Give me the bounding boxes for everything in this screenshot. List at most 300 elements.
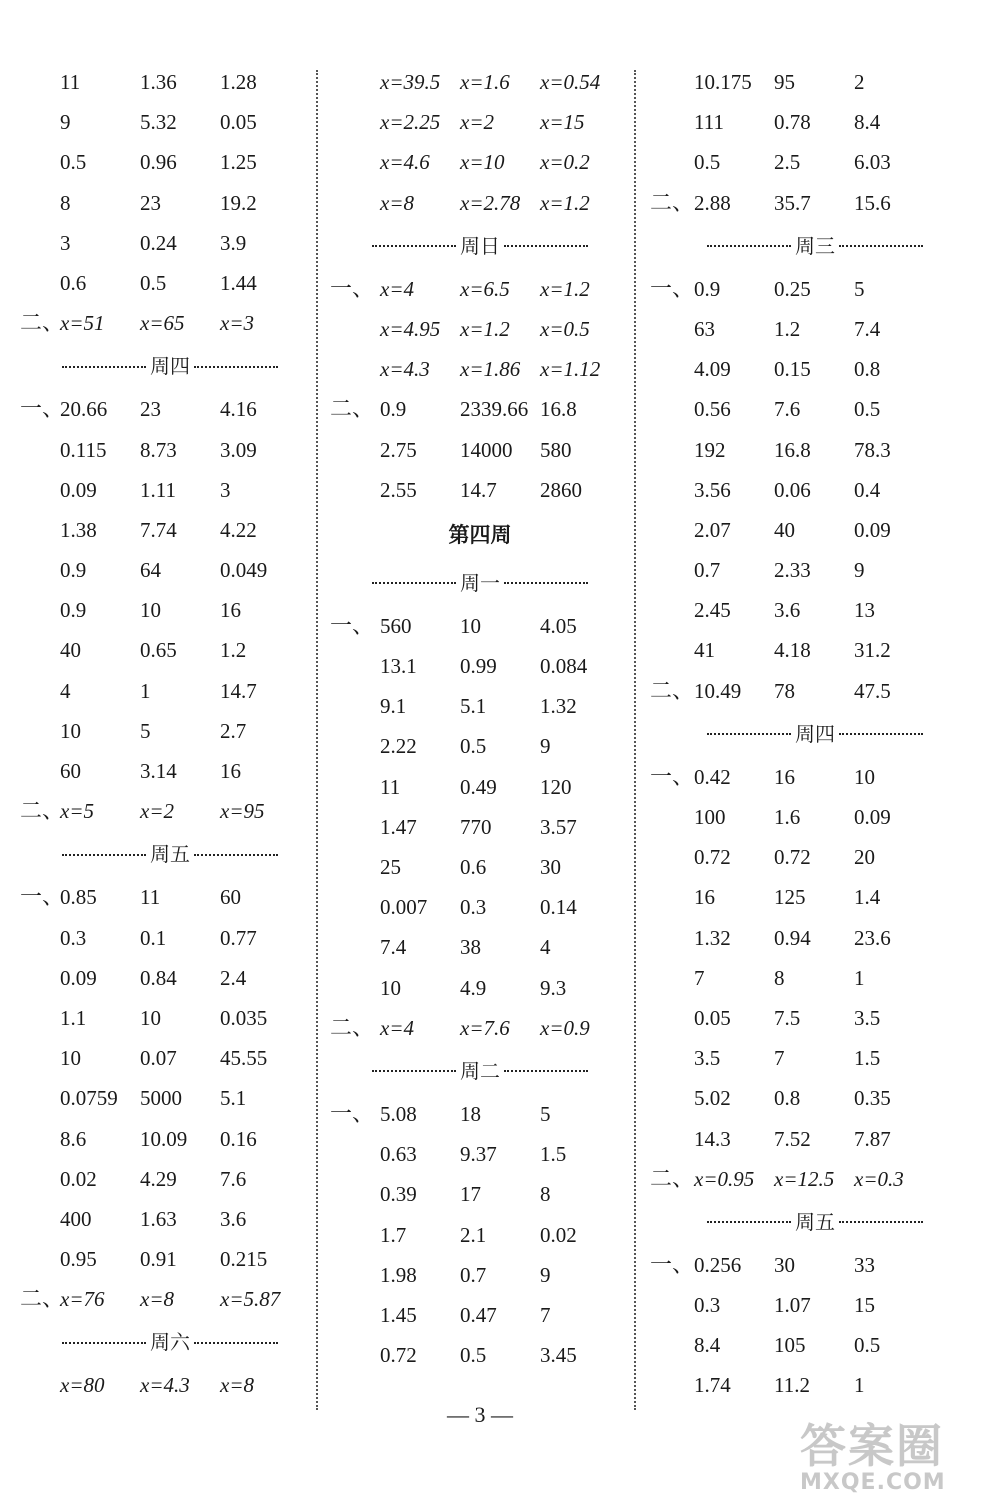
- answer-value: 30: [774, 1252, 795, 1277]
- answer-value: x=65: [140, 311, 185, 336]
- section-marker: 二、: [650, 1165, 695, 1191]
- answer-value: 63: [694, 316, 715, 341]
- answer-value: 9: [60, 110, 71, 135]
- answer-value: 8.73: [140, 437, 177, 462]
- answer-value: x=8: [380, 190, 414, 215]
- answer-value: 0.215: [220, 1247, 268, 1272]
- answer-value: 4.16: [220, 397, 257, 422]
- answer-value: x=2.78: [460, 190, 521, 215]
- answer-value: 770: [460, 814, 492, 839]
- day-heading: [20, 831, 320, 877]
- answer-row: [20, 62, 320, 102]
- answer-value: 7: [774, 1046, 785, 1071]
- answer-row: [330, 1174, 630, 1214]
- answer-value: 8: [540, 1182, 551, 1207]
- answer-value: x=5.87: [220, 1287, 281, 1312]
- answer-value: 0.02: [60, 1166, 97, 1191]
- answer-value: 1: [140, 678, 151, 703]
- dotted-leader: [62, 854, 146, 856]
- answer-value: 7.4: [854, 316, 881, 341]
- answer-value: 5.08: [380, 1101, 417, 1126]
- answer-value: 8: [60, 190, 71, 215]
- answer-value: 3.09: [220, 437, 257, 462]
- answer-value: 1.32: [694, 925, 731, 950]
- answer-value: 7.87: [854, 1126, 891, 1151]
- answer-row: [650, 62, 980, 102]
- answer-value: 1.2: [774, 316, 801, 341]
- section-marker: 二、: [330, 396, 375, 422]
- answer-value: x=2.25: [380, 110, 441, 135]
- answer-value: 95: [774, 70, 795, 94]
- answer-row: [20, 711, 320, 751]
- answer-value: x=0.95: [694, 1166, 755, 1191]
- answer-value: 0.5: [854, 1333, 881, 1358]
- answer-value: 120: [540, 774, 572, 799]
- day-heading-text: 周五: [795, 1209, 835, 1234]
- answer-value: x=10: [460, 150, 505, 175]
- answer-row: [650, 142, 980, 182]
- answer-value: 7.52: [774, 1126, 811, 1151]
- answer-value: 0.05: [694, 1005, 731, 1030]
- answer-row: [20, 918, 320, 958]
- answer-row: [330, 927, 630, 967]
- answer-value: 10.49: [694, 678, 742, 703]
- answer-row: [330, 102, 630, 142]
- watermark-text: 答案圈: [800, 1419, 944, 1473]
- answer-value: 3: [60, 230, 71, 255]
- answer-value: x=1.6: [460, 70, 510, 94]
- answer-value: 0.5: [60, 150, 87, 175]
- answer-value: 111: [694, 110, 724, 135]
- answer-row: [330, 430, 630, 470]
- answer-row: [650, 510, 980, 550]
- answer-value: 5: [854, 276, 865, 301]
- answer-value: 0.39: [380, 1182, 417, 1207]
- answer-value: 1.1: [60, 1005, 87, 1030]
- answer-value: 1.11: [140, 477, 176, 502]
- answer-row: [20, 102, 320, 142]
- answer-value: 125: [774, 885, 806, 910]
- answer-value: 1.36: [140, 70, 177, 94]
- day-heading-text: 周日: [460, 233, 500, 258]
- answer-value: 4.18: [774, 638, 811, 663]
- answer-value: 0.49: [460, 774, 497, 799]
- answer-row: [650, 1285, 980, 1325]
- answer-value: 1: [854, 965, 865, 990]
- answer-value: 0.084: [540, 654, 588, 679]
- answer-row: [650, 877, 980, 917]
- answer-value: 0.35: [854, 1086, 891, 1111]
- answer-value: 9: [854, 558, 865, 583]
- answer-value: 4.05: [540, 613, 577, 638]
- answer-value: x=4.3: [380, 357, 430, 382]
- answer-value: 0.47: [460, 1302, 497, 1327]
- answer-value: x=4.6: [380, 150, 430, 175]
- answer-value: 11: [60, 70, 81, 94]
- dotted-leader: [194, 1342, 278, 1344]
- answer-value: 45.55: [220, 1046, 268, 1071]
- answer-row: [20, 998, 320, 1038]
- answer-value: 3: [220, 477, 231, 502]
- answer-value: 580: [540, 437, 572, 462]
- answer-row: [330, 1295, 630, 1335]
- answer-value: x=0.5: [540, 316, 590, 341]
- answer-value: 33: [854, 1252, 875, 1277]
- answer-value: 14000: [460, 437, 513, 462]
- answer-row: [650, 389, 980, 429]
- answer-row: [330, 847, 630, 887]
- dotted-leader: [372, 582, 456, 584]
- answer-value: 0.95: [60, 1247, 97, 1272]
- answer-value: 0.56: [694, 397, 731, 422]
- answer-value: 0.5: [460, 1343, 487, 1368]
- answer-value: 1.63: [140, 1206, 177, 1231]
- section-marker: 二、: [650, 677, 695, 703]
- answer-row: [330, 1255, 630, 1295]
- answer-value: 5000: [140, 1086, 182, 1111]
- answer-value: 1.74: [694, 1373, 731, 1398]
- answer-value: 1.44: [220, 270, 257, 295]
- section-marker: 二、: [20, 798, 65, 824]
- answer-value: x=2: [140, 799, 174, 824]
- answer-row: [330, 389, 630, 429]
- answer-value: x=0.3: [854, 1166, 904, 1191]
- answer-value: 100: [694, 805, 726, 829]
- answer-value: 35.7: [774, 190, 811, 215]
- answer-value: 5.1: [460, 694, 487, 719]
- answer-row: [20, 183, 320, 223]
- answer-value: 40: [774, 517, 795, 542]
- answer-value: 105: [774, 1333, 806, 1358]
- page-number: 3: [474, 1402, 486, 1427]
- answer-value: x=4.95: [380, 316, 441, 341]
- answer-value: 16: [220, 598, 241, 623]
- answer-row: [650, 470, 980, 510]
- answer-value: 0.06: [774, 477, 811, 502]
- answer-value: 5.1: [220, 1086, 247, 1111]
- answer-row: [330, 62, 630, 102]
- answer-value: 0.84: [140, 965, 177, 990]
- answer-value: 10: [460, 613, 481, 638]
- answer-value: 0.115: [60, 437, 107, 462]
- answer-value: 7.6: [774, 397, 801, 422]
- answer-row: [20, 1038, 320, 1078]
- answer-row: [330, 807, 630, 847]
- answer-value: 8.4: [694, 1333, 721, 1358]
- section-marker: 二、: [330, 1014, 375, 1040]
- answer-row: [650, 430, 980, 470]
- answer-value: 2.1: [460, 1222, 487, 1247]
- answer-row: [330, 1134, 630, 1174]
- answer-value: x=80: [60, 1373, 105, 1398]
- week-heading: 第四周: [448, 522, 512, 547]
- answer-value: 3.6: [220, 1206, 247, 1231]
- answer-row: [330, 349, 630, 389]
- answer-value: 0.7: [694, 558, 721, 583]
- answer-value: 7: [540, 1302, 551, 1327]
- answer-value: 0.96: [140, 150, 177, 175]
- answer-value: 18: [460, 1101, 481, 1126]
- answer-value: 0.1: [140, 925, 167, 950]
- answer-value: 9.1: [380, 694, 407, 719]
- answer-value: 1.25: [220, 150, 257, 175]
- answer-row: [650, 757, 980, 797]
- answer-value: 25: [380, 855, 401, 879]
- answer-value: 2.5: [774, 150, 801, 175]
- answer-value: 0.5: [460, 734, 487, 759]
- answer-row: [20, 877, 320, 917]
- answer-value: 2339.66: [460, 397, 529, 422]
- answer-value: 0.85: [60, 885, 97, 910]
- answer-row: [20, 142, 320, 182]
- answer-value: 9.3: [540, 975, 567, 1000]
- answer-row: [650, 183, 980, 223]
- answer-value: x=1.12: [540, 357, 601, 382]
- dotted-leader: [62, 366, 146, 368]
- dotted-leader: [504, 245, 588, 247]
- answer-row: [20, 958, 320, 998]
- answer-row: [330, 767, 630, 807]
- answer-value: 0.3: [694, 1293, 721, 1318]
- answer-value: x=4.3: [140, 1373, 190, 1398]
- answer-value: 41: [694, 638, 715, 663]
- answer-value: 4.09: [694, 357, 731, 382]
- answer-value: 0.65: [140, 638, 177, 663]
- answer-value: 14.3: [694, 1126, 731, 1151]
- answer-row: [650, 837, 980, 877]
- answer-row: [20, 1239, 320, 1279]
- answer-value: 0.78: [774, 110, 811, 135]
- answer-value: 4.29: [140, 1166, 177, 1191]
- answer-value: 0.24: [140, 230, 177, 255]
- answer-value: 1.5: [854, 1046, 881, 1071]
- day-heading-text: 周二: [460, 1058, 500, 1083]
- answer-value: 19.2: [220, 190, 257, 215]
- answer-value: 1.38: [60, 517, 97, 542]
- answer-value: 16.8: [540, 397, 577, 422]
- answer-value: 0.77: [220, 925, 257, 950]
- answer-value: 16: [774, 764, 795, 789]
- answer-row: [330, 1008, 630, 1048]
- answer-value: 0.42: [694, 764, 731, 789]
- answer-row: [20, 1279, 320, 1319]
- day-heading: [330, 223, 630, 269]
- answer-value: 9: [540, 1262, 551, 1287]
- day-heading-text: 周四: [150, 354, 190, 379]
- answer-value: x=7.6: [460, 1015, 510, 1040]
- answer-value: 8.6: [60, 1126, 87, 1151]
- answer-value: 1.32: [540, 694, 577, 719]
- answer-value: x=51: [60, 311, 105, 336]
- answer-row: [650, 349, 980, 389]
- answer-value: 60: [220, 885, 241, 910]
- answer-row: [20, 1199, 320, 1239]
- answer-value: 0.4: [854, 477, 881, 502]
- answer-value: 0.0759: [60, 1086, 118, 1111]
- answer-value: 60: [60, 759, 81, 783]
- section-marker: 一、: [330, 1100, 375, 1126]
- answer-value: 0.5: [694, 150, 721, 175]
- answer-value: 4: [60, 678, 71, 703]
- answer-row: [330, 726, 630, 766]
- answer-value: x=1.2: [460, 316, 510, 341]
- answer-value: x=1.2: [540, 190, 590, 215]
- day-heading: [330, 1048, 630, 1094]
- answer-row: [330, 142, 630, 182]
- answer-row: [330, 686, 630, 726]
- answer-row: [20, 430, 320, 470]
- day-heading: [20, 343, 320, 389]
- answer-row: [650, 1078, 980, 1118]
- answer-value: 0.6: [460, 855, 487, 879]
- day-heading-text: 周三: [795, 233, 835, 258]
- answer-value: 15: [854, 1293, 875, 1318]
- answer-value: 1.47: [380, 814, 417, 839]
- answer-value: 64: [140, 558, 161, 583]
- answer-value: 2: [854, 70, 865, 94]
- day-heading: [650, 223, 980, 269]
- answer-value: 0.16: [220, 1126, 257, 1151]
- section-marker: 一、: [20, 884, 65, 910]
- answer-value: 20.66: [60, 397, 108, 422]
- section-marker: 一、: [20, 396, 65, 422]
- answer-value: 0.91: [140, 1247, 177, 1272]
- answer-value: 10: [140, 1005, 161, 1030]
- answer-row: [650, 1325, 980, 1365]
- answer-value: 1.7: [380, 1222, 407, 1247]
- day-heading: [20, 1319, 320, 1365]
- answer-row: [650, 309, 980, 349]
- answer-value: 192: [694, 437, 726, 462]
- day-heading-text: 周六: [150, 1330, 190, 1355]
- answer-value: 10: [380, 975, 401, 1000]
- answer-value: x=1.86: [460, 357, 521, 382]
- answer-value: 5: [540, 1101, 551, 1126]
- answer-value: 5.32: [140, 110, 177, 135]
- answer-value: 0.09: [854, 517, 891, 542]
- answer-column-middle: [330, 62, 630, 1375]
- answer-value: x=4: [380, 1015, 414, 1040]
- answer-value: 7.6: [220, 1166, 247, 1191]
- answer-value: 0.035: [220, 1005, 268, 1030]
- answer-value: 1.6: [774, 805, 801, 829]
- answer-column-right: [650, 62, 980, 1406]
- answer-value: 2.4: [220, 965, 247, 990]
- answer-value: 47.5: [854, 678, 891, 703]
- answer-value: 3.57: [540, 814, 577, 839]
- answer-value: 0.7: [460, 1262, 487, 1287]
- answer-row: [20, 223, 320, 263]
- answer-value: 0.14: [540, 895, 577, 920]
- answer-value: 6.03: [854, 150, 891, 175]
- dotted-leader: [707, 733, 791, 735]
- answer-column-left: [20, 62, 320, 1406]
- answer-value: 1.5: [540, 1142, 567, 1167]
- watermark-url: MXQE.COM: [800, 1470, 946, 1495]
- answer-value: 8: [774, 965, 785, 990]
- answer-value: 0.8: [854, 357, 881, 382]
- page-footer: — 3 —: [447, 1402, 513, 1427]
- answer-value: 0.3: [460, 895, 487, 920]
- dotted-leader: [194, 854, 278, 856]
- answer-value: 4.9: [460, 975, 487, 1000]
- answer-row: [20, 1365, 320, 1405]
- answer-value: 7.74: [140, 517, 177, 542]
- answer-row: [20, 303, 320, 343]
- answer-value: x=2: [460, 110, 494, 135]
- answer-value: x=15: [540, 110, 585, 135]
- answer-value: 13: [854, 598, 875, 623]
- answer-row: [20, 671, 320, 711]
- answer-row: [20, 751, 320, 791]
- answer-value: 4.22: [220, 517, 257, 542]
- answer-value: 16: [694, 885, 715, 910]
- answer-value: 8.4: [854, 110, 881, 135]
- answer-row: [330, 968, 630, 1008]
- answer-row: [330, 183, 630, 223]
- answer-value: 7.5: [774, 1005, 801, 1030]
- answer-value: 2.33: [774, 558, 811, 583]
- answer-row: [650, 1365, 980, 1405]
- section-marker: 二、: [650, 189, 695, 215]
- answer-value: 20: [854, 845, 875, 870]
- day-heading-text: 周五: [150, 842, 190, 867]
- section-marker: 一、: [650, 1251, 695, 1277]
- answer-value: 5: [140, 718, 151, 743]
- answer-value: 3.5: [694, 1046, 721, 1071]
- answer-value: 7: [694, 965, 705, 990]
- answer-value: 4: [540, 935, 551, 960]
- section-marker: 一、: [650, 275, 695, 301]
- day-heading-text: 周一: [460, 570, 500, 595]
- answer-value: 0.05: [220, 110, 257, 135]
- answer-value: x=0.2: [540, 150, 590, 175]
- answer-value: 0.8: [774, 1086, 801, 1111]
- answer-value: 30: [540, 855, 561, 879]
- section-marker: 一、: [650, 763, 695, 789]
- column-divider: [634, 70, 636, 1410]
- answer-value: 0.9: [60, 558, 87, 583]
- answer-value: x=39.5: [380, 70, 441, 94]
- answer-value: 78: [774, 678, 795, 703]
- answer-row: [650, 1159, 980, 1199]
- answer-value: 11.2: [774, 1373, 810, 1398]
- answer-row: [330, 309, 630, 349]
- answer-value: 3.5: [854, 1005, 881, 1030]
- answer-row: [20, 1159, 320, 1199]
- answer-value: 10: [60, 1046, 81, 1071]
- answer-row: [330, 1094, 630, 1134]
- answer-value: 3.45: [540, 1343, 577, 1368]
- answer-value: 10: [140, 598, 161, 623]
- answer-value: 1.98: [380, 1262, 417, 1287]
- answer-row: [650, 671, 980, 711]
- answer-row: [650, 998, 980, 1038]
- answer-value: 15.6: [854, 190, 891, 215]
- answer-value: x=0.9: [540, 1015, 590, 1040]
- answer-value: 2.88: [694, 190, 731, 215]
- dotted-leader: [194, 366, 278, 368]
- answer-value: 400: [60, 1206, 92, 1231]
- dotted-leader: [707, 245, 791, 247]
- answer-value: 0.94: [774, 925, 811, 950]
- answer-value: 23: [140, 190, 161, 215]
- answer-value: 0.72: [774, 845, 811, 870]
- answer-value: 11: [380, 774, 401, 799]
- answer-value: 40: [60, 638, 81, 663]
- answer-value: 0.6: [60, 270, 87, 295]
- answer-row: [650, 630, 980, 670]
